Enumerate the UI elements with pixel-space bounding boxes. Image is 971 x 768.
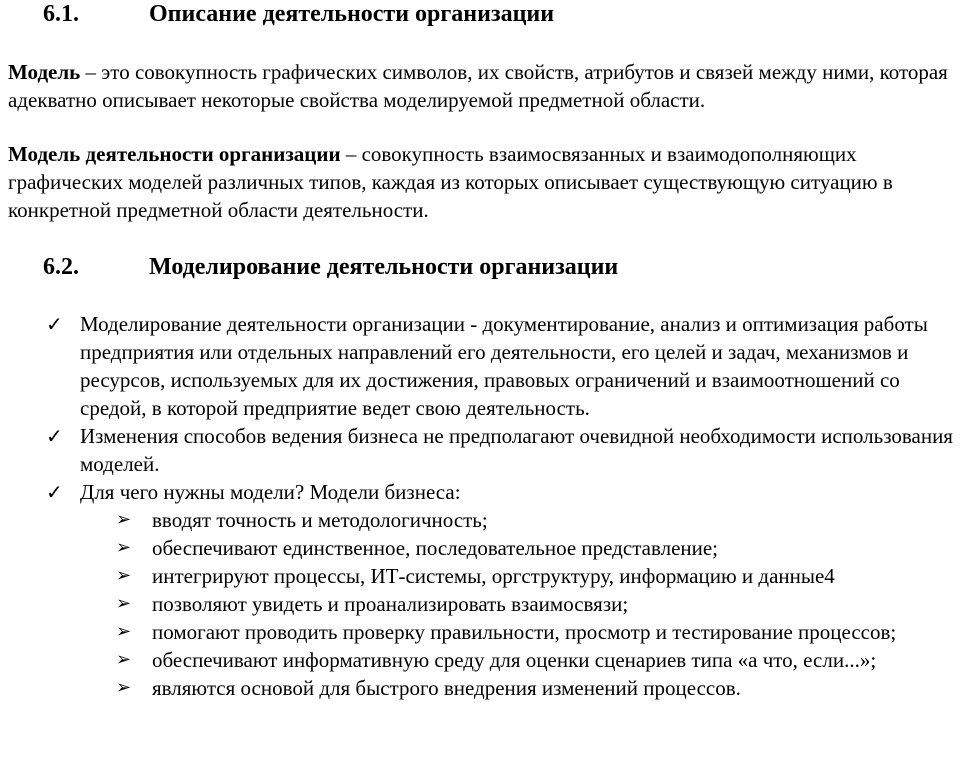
list-item-text: Моделирование деятельности организации - документирование, анализ и оптимизация работы предприятия или отдельных направлений его деятельности, его целей и задач, механизмов и ресурсов, используемых для их достижения, правовых ограничений и взаимоотношений со средой, в которой предприятие ведет свою деятельность. xyxy=(80,312,928,420)
section-title: Моделирование деятельности организации xyxy=(149,254,619,280)
sublist-item xyxy=(80,590,967,618)
sublist-item xyxy=(80,674,967,702)
sublist-item-text: обеспечивают единственное, последовательное представление; xyxy=(152,536,719,560)
section-6-2-heading xyxy=(43,253,618,281)
section-title: Описание деятельности организации xyxy=(149,1,555,27)
sublist-item xyxy=(80,534,967,562)
arrow-icon: ➢ xyxy=(116,621,132,642)
sublist-item-text: являются основой для быстрого внедрения изменений процессов. xyxy=(152,676,741,700)
sublist-item-text: помогают проводить проверку правильности, просмотр и тестирование процессов; xyxy=(152,620,897,644)
checkmark-icon: ✓ xyxy=(46,480,63,504)
arrow-icon: ➢ xyxy=(116,677,132,698)
checkmark-icon: ✓ xyxy=(46,424,63,448)
arrow-icon: ➢ xyxy=(116,537,132,558)
checklist xyxy=(0,310,971,702)
list-item xyxy=(0,422,971,478)
arrow-icon: ➢ xyxy=(116,565,132,586)
section-6-1-heading xyxy=(43,0,554,28)
definition-term: Модель деятельности организации xyxy=(8,142,341,166)
definition-activity-model xyxy=(8,140,963,224)
section-number: 6.2. xyxy=(43,254,79,280)
list-item xyxy=(0,478,971,702)
checkmark-icon: ✓ xyxy=(46,312,63,336)
sublist-item xyxy=(80,562,967,590)
definition-model xyxy=(8,58,963,114)
sublist-item-text: обеспечивают информативную среду для оценки сценариев типа «а что, если...»; xyxy=(152,648,877,672)
list-item-text: Изменения способов ведения бизнеса не предполагают очевидной необходимости использования моделей. xyxy=(80,424,953,476)
sublist-item-text: интегрируют процессы, ИТ-системы, оргструктуру, информацию и данные4 xyxy=(152,564,835,588)
sublist-item-text: позволяют увидеть и проанализировать взаимосвязи; xyxy=(152,592,629,616)
arrow-icon: ➢ xyxy=(116,649,132,670)
sublist-item-text: вводят точность и методологичность; xyxy=(152,508,488,532)
arrow-icon: ➢ xyxy=(116,509,132,530)
section-number: 6.1. xyxy=(43,1,79,27)
definition-term: Модель xyxy=(8,60,81,84)
definition-text: – совокупность взаимосвязанных и взаимодополняющих графических моделей различных типов, каждая из которых описывает существующую ситуацию в конкретной предметной области деятельности. xyxy=(8,142,893,222)
sublist xyxy=(80,506,967,702)
list-item-text: Для чего нужны модели? Модели бизнеса: xyxy=(80,480,461,504)
definition-text: – это совокупность графических символов, их свойств, атрибутов и связей между ними, которая адекватно описывает некоторые свойства моделируемой предметной области. xyxy=(8,60,948,112)
list-item xyxy=(0,310,971,422)
sublist-item xyxy=(80,646,967,674)
sublist-item xyxy=(80,506,967,534)
arrow-icon: ➢ xyxy=(116,593,132,614)
sublist-item xyxy=(80,618,967,646)
